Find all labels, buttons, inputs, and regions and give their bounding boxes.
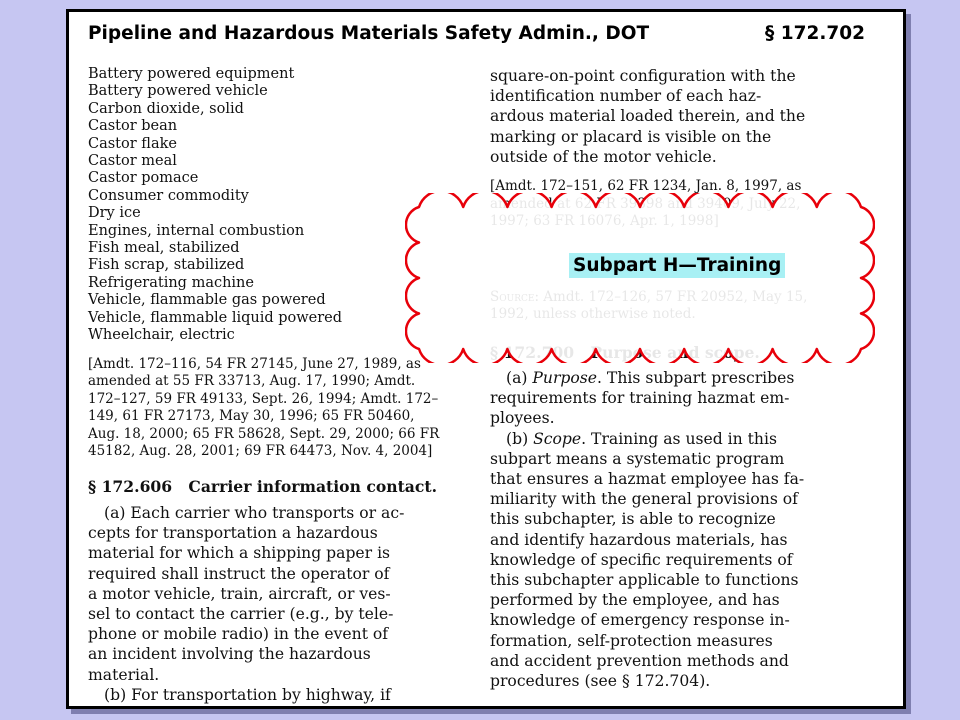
paragraph-line: procedures (see § 172.704). [490,672,711,691]
paragraph-line: this subchapter applicable to functions [490,571,799,590]
paragraph-line: marking or placard is visible on the [490,127,772,146]
paragraph-line: (a) Each carrier who transports or ac- [104,504,405,523]
citation-line: 45182, Aug. 28, 2001; 69 FR 64473, Nov. 4, 2004] [88,443,433,460]
subpart-heading: Subpart H—Training [569,253,785,278]
paragraph-b: (b) For transportation by highway, if [104,685,391,704]
left-column [88,66,466,705]
section-title: Carrier information contact. [188,477,438,497]
list-item: Vehicle, flammable liquid powered [88,309,343,326]
amendment-citation [88,356,466,462]
list-item: Consumer commodity [88,187,249,204]
scope-paragraph [490,429,868,692]
paragraph-text: . This subpart prescribes [597,368,795,387]
paragraph-line: an incident involving the hazardous [88,645,371,664]
list-item: Vehicle, flammable gas powered [88,292,326,309]
paragraph-line: this subchapter, is able to recognize [490,510,776,529]
citation-line: [Amdt. 172–151, 62 FR 1234, Jan. 8, 1997, as [490,178,802,195]
paragraph-line: sel to contact the carrier (e.g., by tele- [88,605,394,624]
paragraph-line: a motor vehicle, train, aircraft, or ves- [88,584,391,603]
document-page [66,9,906,709]
paragraph-line: material. [88,665,160,684]
paragraph-label: (a) [506,368,533,387]
paragraph-line: knowledge of specific requirements of [490,550,793,569]
running-header-title: Pipeline and Hazardous Materials Safety Admin., DOT [88,23,650,44]
cloud-callout-outline [405,193,875,363]
continued-paragraph [490,66,868,167]
running-header-section: § 172.702 [765,23,865,44]
paragraph-line: ployees. [490,409,555,428]
paragraph-line: miliarity with the general provisions of [490,490,798,509]
paragraph-line: outside of the motor vehicle. [490,147,717,166]
paragraph-label: (b) [506,429,534,448]
list-item: Fish scrap, stabilized [88,257,245,274]
paragraph-line: formation, self-protection measures [490,631,773,650]
list-item: Refrigerating machine [88,274,254,291]
purpose-paragraph [490,368,868,429]
citation-line: 149, 61 FR 27173, May 30, 1996; 65 FR 50460, [88,408,415,425]
list-item: Battery powered vehicle [88,83,268,100]
list-item: Carbon dioxide, solid [88,100,244,117]
list-item: Battery powered equipment [88,66,295,82]
list-item: Castor bean [88,118,178,135]
citation-line: amended at 55 FR 33713, Aug. 17, 1990; Amdt. [88,373,416,390]
cloud-callout-path [406,193,874,363]
list-item: Fish meal, stabilized [88,240,240,257]
paragraph-line: subpart means a systematic program [490,449,785,468]
paragraph-line: requirements for training hazmat em- [490,389,790,408]
list-item: Castor pomace [88,170,199,187]
paragraph-line: cepts for transportation a hazardous [88,524,378,543]
paragraph-text: . Training as used in this [581,429,777,448]
purpose-term: Purpose [532,368,598,387]
paragraph-line: and identify hazardous materials, has [490,530,788,549]
paragraph-line: square-on-point configuration with the [490,67,796,85]
section-heading-172-606 [88,477,466,497]
paragraph-line: phone or mobile radio) in the event of [88,625,389,644]
paragraph-line: that ensures a hazmat employee has fa- [490,470,805,488]
paragraph-line: ardous material loaded therein, and the [490,107,806,126]
list-item: Castor flake [88,135,177,152]
list-item: Wheelchair, electric [88,327,235,344]
paragraph-line: material for which a shipping paper is [88,544,391,563]
citation-line: 172–127, 59 FR 49133, Sept. 26, 1994; Amdt. 172– [88,390,439,407]
paragraph-line: and accident prevention methods and [490,651,789,670]
paragraph-line: knowledge of emergency response in- [490,611,790,630]
paragraph-line: identification number of each haz- [490,87,762,106]
list-item: Dry ice [88,205,141,222]
list-item: Castor meal [88,153,177,170]
list-item: Engines, internal combustion [88,222,305,239]
citation-line: [Amdt. 172–116, 54 FR 27145, June 27, 1989, as [88,355,421,372]
right-column [490,66,868,691]
paragraph-a [88,503,466,685]
scope-term: Scope [533,429,582,448]
paragraph-line: required shall instruct the operator of [88,564,390,583]
paragraph-line: performed by the employee, and has [490,591,780,610]
citation-line: Aug. 18, 2000; 65 FR 58628, Sept. 29, 2000; 66 FR [88,425,440,442]
section-number: § 172.606 [88,477,173,497]
